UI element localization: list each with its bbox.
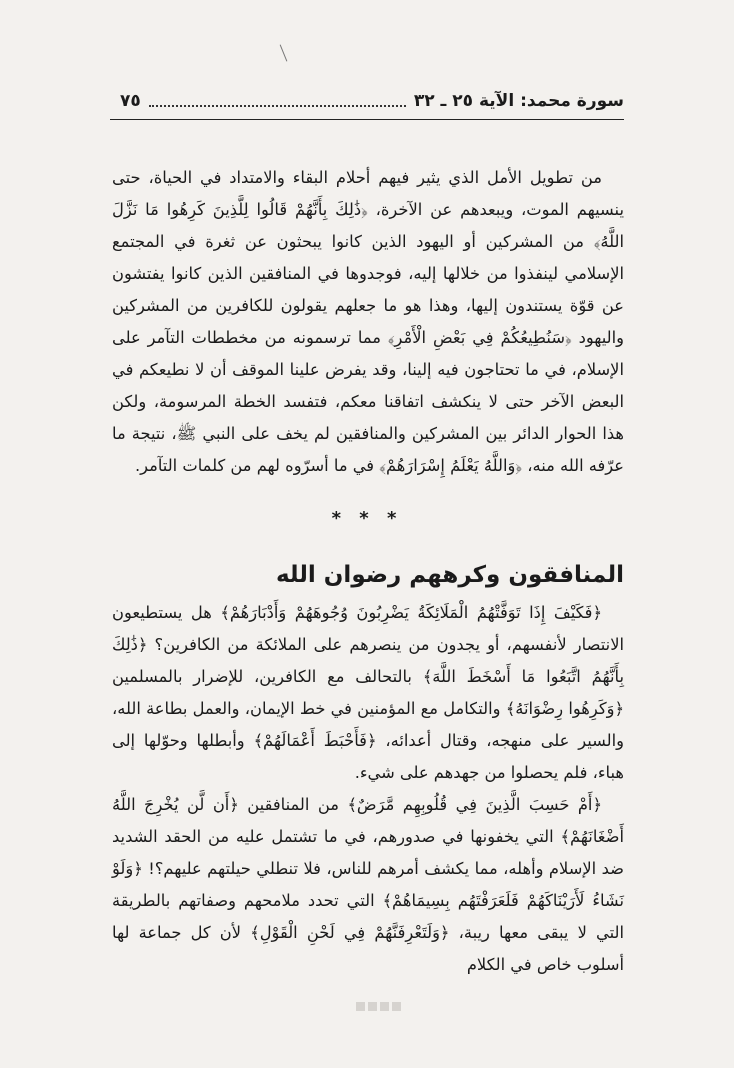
stray-pen-mark bbox=[280, 44, 288, 61]
running-header bbox=[120, 88, 624, 114]
running-title: سورة محمد: الآية ٢٥ ـ ٣٢ bbox=[413, 91, 624, 111]
section-title: المنافقون وكرههم رضوان الله bbox=[275, 562, 624, 588]
section-separator: * * * bbox=[331, 508, 403, 529]
scan-marks bbox=[356, 1002, 401, 1011]
header-dot-leader bbox=[149, 95, 406, 107]
paragraph: من تطويل الأمل الذي يثير فيهم أحلام البقاء والامتداد في الحياة، حتى ينسيهم الموت، ويبعدهم عن الآخرة، ﴿ذَٰلِكَ بِأَنَّهُمْ قَالُوا لِلَّذِينَ كَرِهُوا مَا نَزَّلَ اللَّهُ﴾ من المشركين أو اليهود الذين كانوا يبحثون عن ثغرة في المجتمع الإسلامي لينفذوا من خلالها إليه، فوجدوها في المنافقين الذين كانوا يفتشون عن قوّة يستندون إليها، وهذا هو ما جعلهم يقولون للكافرين من المشركين واليهود ﴿سَنُطِيعُكُمْ فِي بَعْضِ الْأَمْرِ﴾ مما ترسمونه من مخططات التآمر على الإسلام، في ما تحتاجون فيه إلينا، وقد يفرض علينا الموقف أن لا نطيعكم في البعض الآخر حتى لا ينكشف اتفاقنا معكم، فتفسد الخطة المرسومة، ولكن هذا الحوار الدائر بين المشركين والمنافقين لم يخف على النبي ﷺ، نتيجة ما عرّفه الله منه، ﴿وَاللَّهُ يَعْلَمُ إِسْرَارَهُمْ﴾ في ما أسرّوه لهم من كلمات التآمر. bbox=[112, 168, 624, 475]
scan-mark bbox=[392, 1002, 401, 1011]
page-number: ٧٥ bbox=[120, 91, 141, 111]
scan-mark bbox=[356, 1002, 365, 1011]
scan-mark bbox=[368, 1002, 377, 1011]
header-rule bbox=[110, 119, 624, 120]
text-block-bottom bbox=[112, 597, 624, 981]
paragraph: ﴿أَمْ حَسِبَ الَّذِينَ فِي قُلُوبِهِم مَّرَضٌ﴾ من المنافقين ﴿أَن لَّن يُخْرِجَ اللَّهُ أَضْغَانَهُمْ﴾ التي يخفونها في صدورهم، في ما تشتمل عليه من الحقد الشديد ضد الإسلام وأهله، مما يكشف أمرهم للناس، فلا تنطلي حيلتهم عليهم؟! ﴿وَلَوْ نَشَاءُ لَأَرَيْنَاكَهُمْ فَلَعَرَفْتَهُم بِسِيمَاهُمْ﴾ التي تحدد ملامحهم وصفاتهم بالطريقة التي لا يبقى معها ريبة، ﴿وَلَتَعْرِفَنَّهُمْ فِي لَحْنِ الْقَوْلِ﴾ لأن كل جماعة لها أسلوب خاص في الكلام bbox=[112, 795, 624, 974]
paragraph: ﴿فَكَيْفَ إِذَا تَوَفَّتْهُمُ الْمَلَائِكَةُ يَضْرِبُونَ وُجُوهَهُمْ وَأَدْبَارَهُمْ﴾ هل يستطيعون الانتصار لأنفسهم، أو يجدون من ينصرهم على الملائكة من الكافرين؟ ﴿ذَٰلِكَ بِأَنَّهُمُ اتَّبَعُوا مَا أَسْخَطَ اللَّهَ﴾ بالتحالف مع الكافرين، للإضرار بالمسلمين ﴿وَكَرِهُوا رِضْوَانَهُ﴾ والتكامل مع المؤمنين في خط الإيمان، والعمل بطاعة الله، والسير على منهجه، وقتال أعدائه، ﴿فَأَحْبَطَ أَعْمَالَهُمْ﴾ وأبطلها وحوّلها إلى هباء، فلم يحصلوا من جهدهم على شيء. bbox=[112, 603, 624, 782]
text-block-top bbox=[112, 162, 624, 482]
scan-mark bbox=[380, 1002, 389, 1011]
